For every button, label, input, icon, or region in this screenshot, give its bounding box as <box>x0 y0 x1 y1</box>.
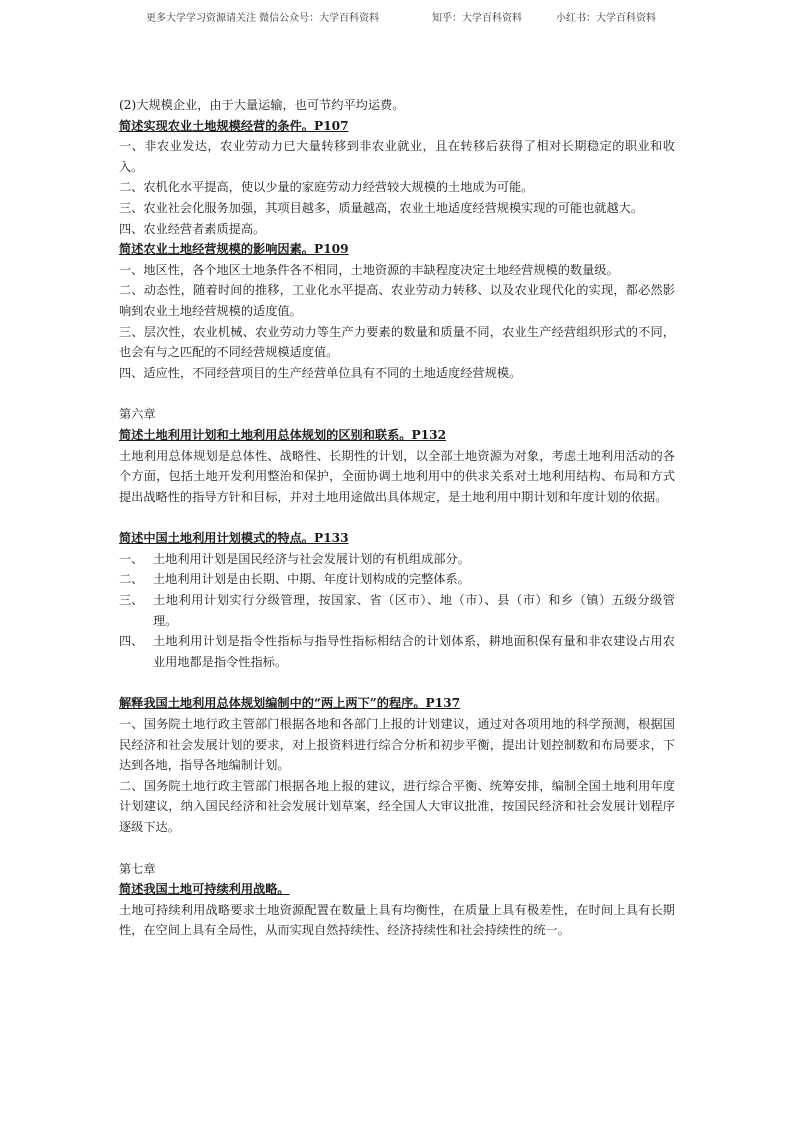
chapter-title: 第六章 <box>119 407 156 422</box>
answer-item: 二、国务院土地行政主管部门根据各地上报的建议，进行综合平衡、统筹安排，编制全国土地利用年度计划建议，纳入国民经济和社会发展计划草案，经全国人大审议批准，按国民经济和社会发展计划程序逐级下达。 <box>119 778 675 834</box>
spacer <box>119 383 675 404</box>
header-wechat-text: 更多大学学习资源请关注 微信公众号：大学百科资料 <box>146 13 380 24</box>
question-heading: 简述土地利用计划和土地利用总体规划的区别和联系。P132 <box>119 427 447 442</box>
list-item <box>119 631 675 672</box>
list-number: 二、 <box>119 572 144 587</box>
question-heading: 简述农业土地经营规模的影响因素。P109 <box>119 242 349 257</box>
answer-item: 二、动态性，随着时间的推移，工业化水平提高、农业劳动力转移、以及农业现代化的实现，都必然影响到农业土地经营规模的适度值。 <box>119 283 675 318</box>
answer-item: 四、适应性，不同经营项目的生产经营单位具有不同的土地适度经营规模。 <box>119 365 522 380</box>
question-heading: 解释我国土地利用总体规划编制中的“两上两下”的程序。P137 <box>119 696 461 711</box>
answer-paragraph: 土地可持续利用战略要求土地资源配置在数量上具有均衡性，在质量上具有极差性，在时间上具有长期性，在空间上具有全局性，从而实现自然持续性、经济持续性和社会持续性的统一。 <box>119 902 675 938</box>
list-item <box>119 569 675 590</box>
list-text: 土地利用计划实行分级管理，按国家、省（区市）、地（市）、县（市）和乡（镇）五级分级管理。 <box>153 593 675 628</box>
question-heading: 简述我国土地可持续利用战略。 <box>119 882 290 897</box>
answer-item: 四、农业经营者素质提高。 <box>119 221 266 236</box>
document-body <box>119 95 675 941</box>
question-heading: 简述中国土地利用计划模式的特点。P133 <box>119 531 349 546</box>
answer-item: 二、农机化水平提高，使以少量的家庭劳动力经营较大规模的土地成为可能。 <box>119 180 534 195</box>
answer-item: 一、地区性，各个地区土地条件各不相同，土地资源的丰缺程度决定土地经营规模的数量级。 <box>119 262 619 277</box>
spacer <box>119 507 675 528</box>
spacer <box>119 838 675 859</box>
list-number: 三、 <box>119 593 144 608</box>
answer-item: 一、国务院土地行政主管部门根据各地和各部门上报的计划建议，通过对各项用地的科学预测，根据国民经济和社会发展计划的要求，对上报资料进行综合分析和初步平衡，提出计划控制数和布局要求，下达到各地，指导各地编制计划。 <box>119 717 675 773</box>
question-heading: 简述实现农业土地规模经营的条件。P107 <box>119 118 349 133</box>
answer-item: 一、非农业发达，农业劳动力已大量转移到非农业就业，且在转移后获得了相对长期稳定的职业和收入。 <box>119 139 675 174</box>
list-text: 土地利用计划是国民经济与社会发展计划的有机组成部分。 <box>153 551 470 566</box>
list-number: 一、 <box>119 551 144 566</box>
paragraph: (2)大规模企业，由于大量运输，也可节约平均运费。 <box>119 98 405 112</box>
answer-item: 三、农业社会化服务加强，其项目越多，质量越高，农业土地适度经营规模实现的可能也就越大。 <box>119 200 644 215</box>
list-item <box>119 549 675 570</box>
answer-paragraph: 土地利用总体规划是总体性、战略性、长期性的计划，以全部土地资源为对象，考虑土地利用活动的各个方面，包括土地开发利用整治和保护，全面协调土地利用中的供求关系对土地利用结构、布局和方式提出战略性的指导方针和目标，并对土地用途做出具体规定，是土地利用中期计划和年度计划的依据。 <box>119 448 675 504</box>
spacer <box>119 672 675 693</box>
list-item <box>119 590 675 631</box>
list-text: 土地利用计划是由长期、中期、年度计划构成的完整体系。 <box>153 572 470 587</box>
list-text: 土地利用计划是指令性指标与指导性指标相结合的计划体系，耕地面积保有量和非农建设占用农业用地都是指令性指标。 <box>153 634 675 669</box>
header-xiaohongshu-text: 小红书：大学百科资料 <box>556 13 656 24</box>
header-zhihu-text: 知乎：大学百科资料 <box>432 13 522 24</box>
answer-item: 三、层次性，农业机械、农业劳动力等生产力要素的数量和质量不同，农业生产经营组织形式的不同，也会有与之匹配的不同经营规模适度值。 <box>119 324 675 360</box>
chapter-title: 第七章 <box>119 861 156 876</box>
list-number: 四、 <box>119 634 144 649</box>
